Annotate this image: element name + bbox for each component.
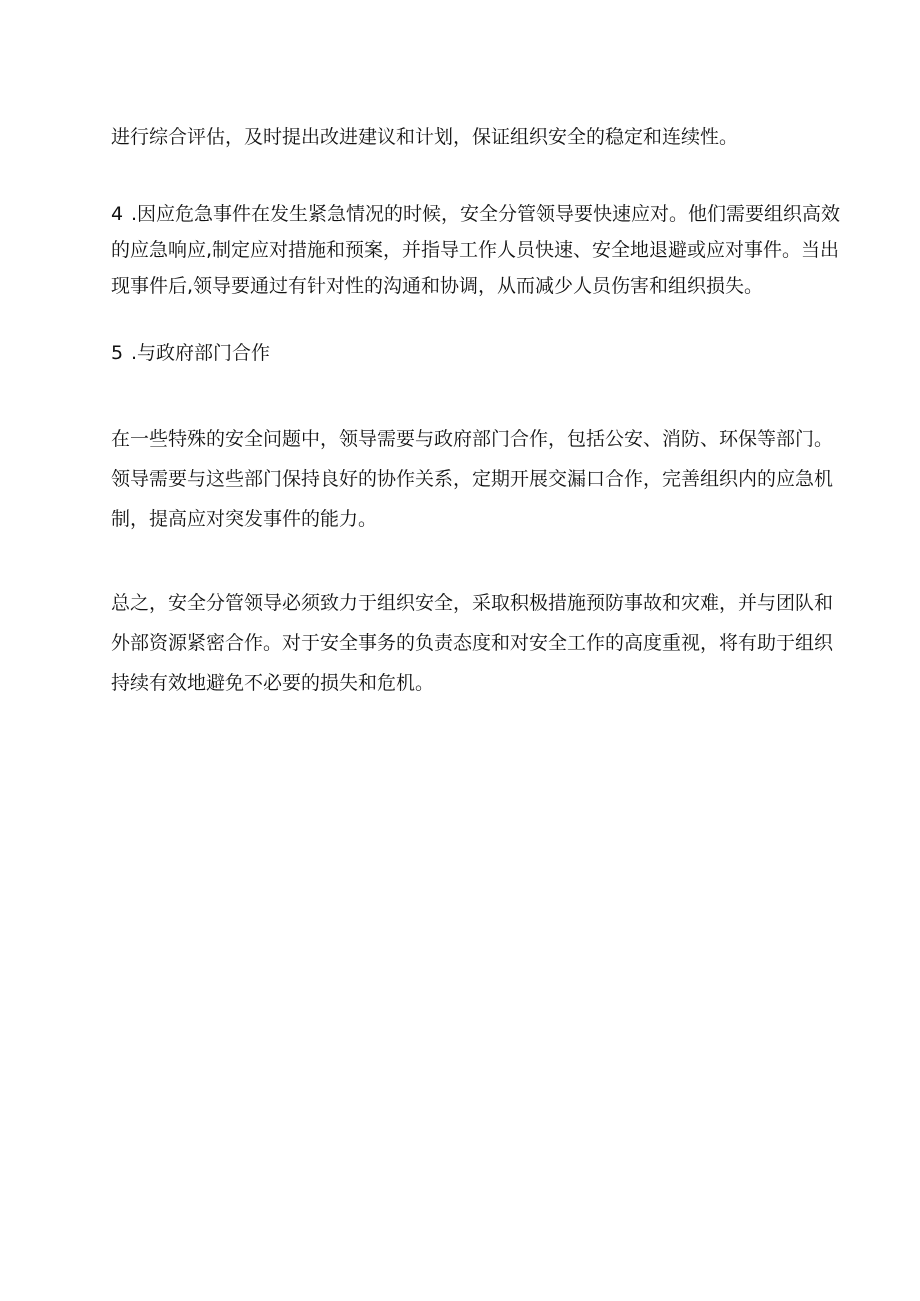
text-line-content: .因应危急事件在发生紧急情况的时候，安全分管领导要快速应对。他们需要组织高效 xyxy=(131,203,841,225)
text-line: 制，提高应对突发事件的能力。 xyxy=(111,508,378,530)
text-line xyxy=(111,335,823,371)
heading-text: .与政府部门合作 xyxy=(131,342,271,364)
list-number: 4 xyxy=(111,203,124,225)
text-line xyxy=(111,196,841,232)
text-line: 在一些特殊的安全问题中，领导需要与政府部门合作，包括公安、消防、环保等部门。 xyxy=(111,428,834,450)
text-line: 总之，安全分管领导必须致力于组织安全，采取积极措施预防事故和灾难，并与团队和 xyxy=(111,592,834,614)
text-line: 进行综合评估，及时提出改进建议和计划，保证组织安全的稳定和连续性。 xyxy=(111,126,739,148)
text-line: 现事件后,领导要通过有针对性的沟通和协调，从而减少人员伤害和组织损失。 xyxy=(111,275,764,297)
text-line: 外部资源紧密合作。对于安全事务的负责态度和对安全工作的高度重视，将有助于组织 xyxy=(111,632,834,654)
paragraph-government-cooperation xyxy=(111,419,834,539)
text-line: 持续有效地避免不必要的损失和危机。 xyxy=(111,672,435,694)
list-number: 5 xyxy=(111,342,124,364)
text-line: 的应急响应,制定应对措施和预案，并指导工作人员快速、安全地退避或应对事件。当出 xyxy=(111,239,840,261)
paragraph-conclusion xyxy=(111,583,834,703)
section-heading-government-cooperation xyxy=(111,335,823,371)
text-line: 领导需要与这些部门保持良好的协作关系，定期开展交漏口合作，完善组织内的应急机 xyxy=(111,468,834,490)
paragraph-evaluation xyxy=(111,119,823,155)
paragraph-emergency-response xyxy=(111,196,841,304)
